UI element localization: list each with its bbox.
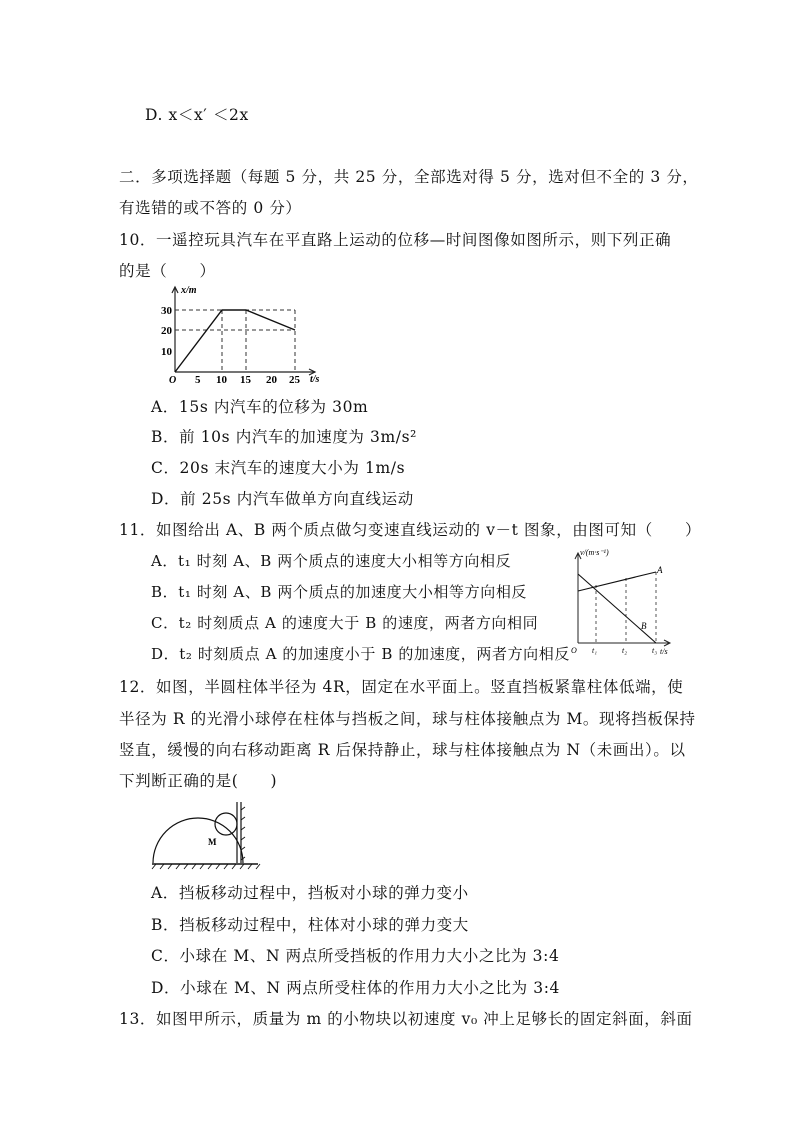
ytick-30: 30 — [161, 305, 172, 317]
origin-label: O — [571, 646, 577, 655]
q10-stem-line2: 的是（ ） — [119, 262, 216, 280]
xtick-15: 15 — [240, 374, 251, 386]
label-m: M — [208, 837, 217, 847]
line-a — [578, 572, 656, 591]
xtick-t3: t₃ — [652, 646, 658, 655]
y-axis-label: x/m — [181, 285, 197, 296]
q13-stem-line1: 13．如图甲所示，质量为 m 的小物块以初速度 v₀ 冲上足够长的固定斜面，斜面 — [119, 1010, 693, 1028]
x-axis-label: t/s — [660, 647, 668, 656]
q12-option-a: A．挡板移动过程中，挡板对小球的弹力变小 — [151, 884, 469, 902]
q11-vt-graph — [568, 545, 680, 660]
q10-option-a: A．15s 内汽车的位移为 30m — [151, 398, 369, 416]
q10-option-c: C．20s 末汽车的速度大小为 1m/s — [151, 459, 406, 477]
xtick-20: 20 — [266, 374, 277, 386]
ground-hatch — [152, 864, 260, 869]
section-header: 二．多项选择题（每题 5 分，共 25 分，全部选对得 5 分，选对但不全的 3 分， — [119, 168, 699, 186]
q12-stem-line4: 下判断正确的是( ) — [119, 772, 278, 790]
x-axis-label: t/s — [310, 374, 320, 385]
q12-cylinder-diagram — [150, 798, 262, 870]
q10-option-d: D．前 25s 内汽车做单方向直线运动 — [151, 490, 414, 508]
q12-stem-line2: 半径为 R 的光滑小球停在柱体与挡板之间，球与柱体接触点为 M。现将挡板保持 — [119, 710, 696, 728]
small-ball — [215, 813, 237, 835]
q12-stem-line1: 12．如图，半圆柱体半径为 4R，固定在水平面上。竖直挡板紧靠柱体低端，使 — [119, 678, 684, 696]
ytick-10: 10 — [161, 346, 172, 358]
xtick-5: 5 — [195, 374, 201, 386]
q11-stem: 11．如图给出 A、B 两个质点做匀变速直线运动的 v－t 图象，由图可知（ ） — [119, 521, 702, 539]
q11-option-b: B．t₁ 时刻 A、B 两个质点的加速度大小相等方向相反 — [151, 583, 528, 601]
q11-option-d: D．t₂ 时刻质点 A 的加速度小于 B 的加速度，两者方向相反 — [151, 645, 570, 663]
q12-stem-line3: 竖直，缓慢的向右移动距离 R 后保持静止，球与柱体接触点为 N（未画出）。以 — [119, 741, 686, 759]
ytick-20: 20 — [161, 325, 172, 337]
y-axis-label: v/(m·s⁻¹) — [580, 548, 609, 557]
q11-option-a: A．t₁ 时刻 A、B 两个质点的速度大小相等方向相反 — [151, 552, 512, 570]
half-cylinder — [153, 818, 243, 863]
option-d-previous: D. x＜x′ ＜2x — [145, 106, 249, 124]
line-b — [578, 574, 656, 643]
q11-option-c: C．t₂ 时刻质点 A 的速度大于 B 的速度，两者方向相同 — [151, 614, 539, 632]
xtick-t1: t₁ — [592, 646, 598, 655]
xtick-t2: t₂ — [622, 646, 628, 655]
q12-option-d: D．小球在 M、N 两点所受柱体的作用力大小之比为 3:4 — [151, 979, 560, 997]
section-header-cont: 有选错的或不答的 0 分） — [119, 199, 302, 217]
label-a: A — [657, 565, 663, 575]
q10-option-b: B．前 10s 内汽车的加速度为 3m/s² — [151, 428, 417, 446]
q12-option-b: B．挡板移动过程中，柱体对小球的弹力变大 — [151, 916, 469, 934]
label-b: B — [641, 621, 647, 631]
xt-curve — [175, 310, 295, 372]
xtick-25: 25 — [289, 374, 300, 386]
q10-xt-graph — [160, 282, 335, 387]
q12-option-c: C．小球在 M、N 两点所受挡板的作用力大小之比为 3:4 — [151, 947, 560, 965]
origin-label: O — [169, 375, 177, 386]
xtick-10: 10 — [216, 374, 227, 386]
q10-stem-line1: 10．一遥控玩具汽车在平直路上运动的位移—时间图像如图所示，则下列正确 — [119, 231, 672, 249]
